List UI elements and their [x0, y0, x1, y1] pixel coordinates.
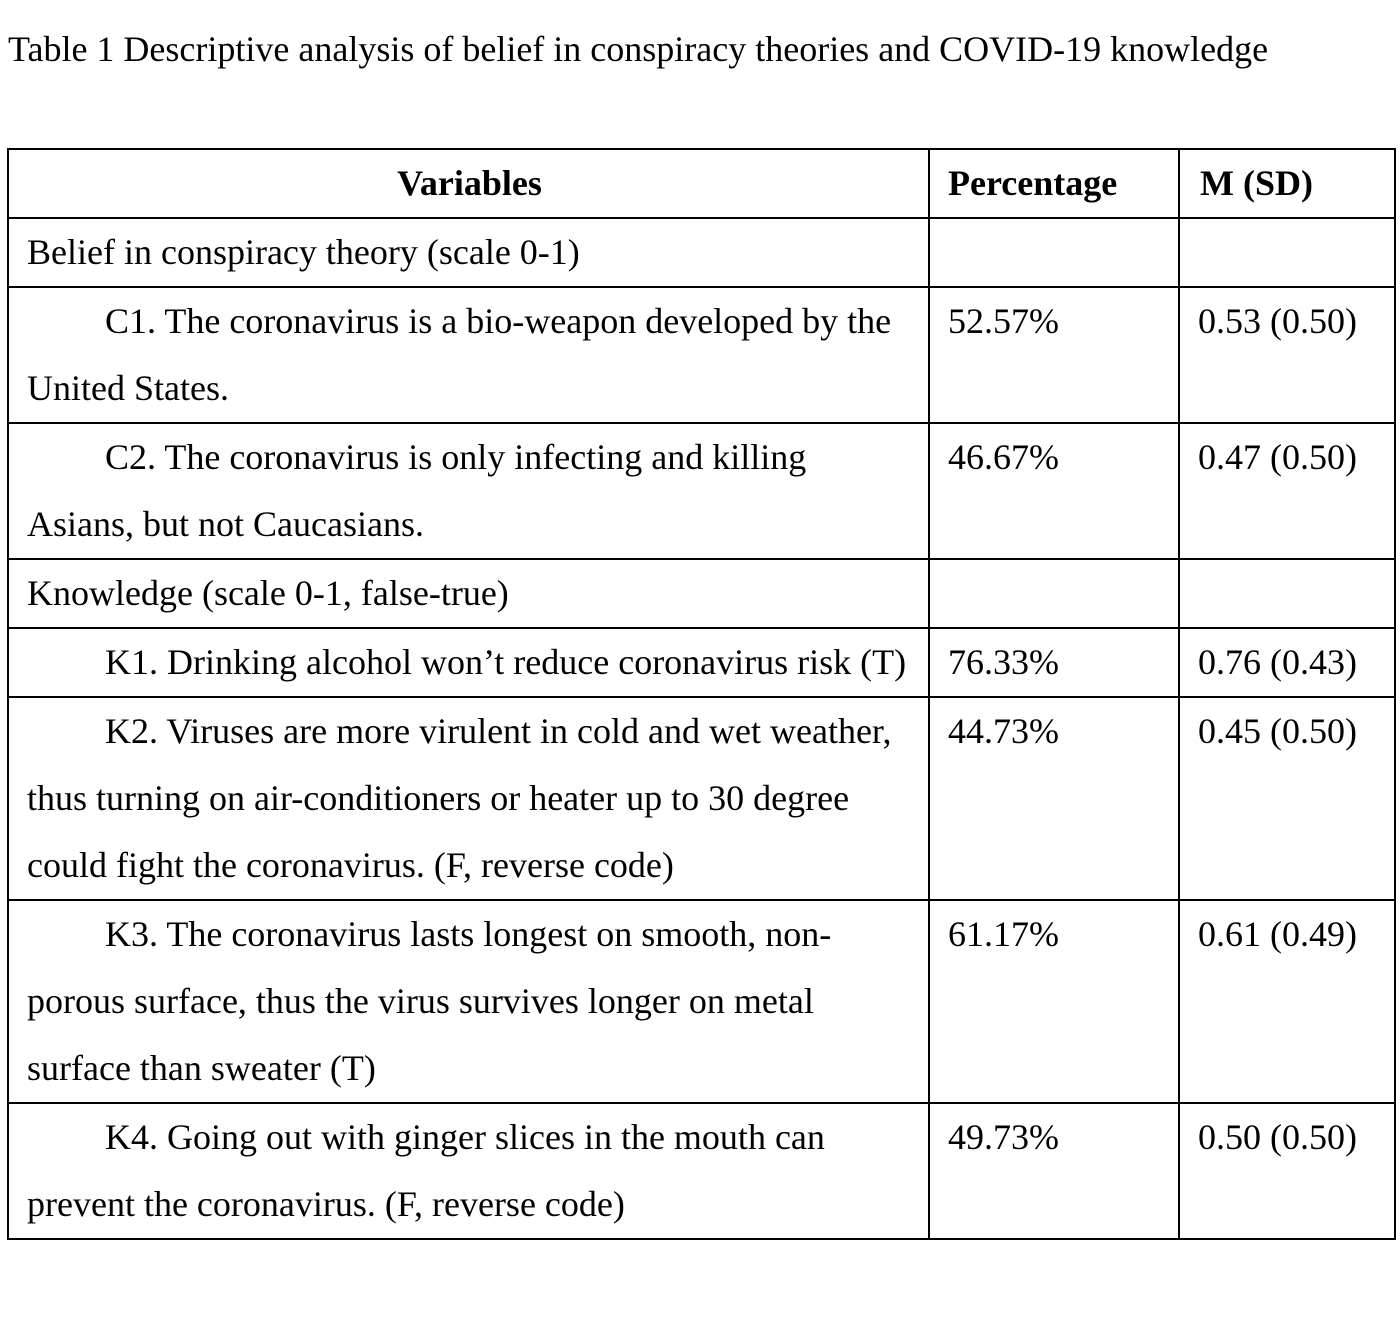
msd-cell: 0.53 (0.50) — [1179, 287, 1395, 423]
msd-cell: 0.76 (0.43) — [1179, 628, 1395, 697]
item-k2: K2. Viruses are more virulent in cold and wet weather, thus turning on air-conditioners or heater up to 30 degree could fight the coronavirus. (F, reverse code) — [8, 697, 929, 900]
percentage-cell: 76.33% — [929, 628, 1179, 697]
msd-cell: 0.61 (0.49) — [1179, 900, 1395, 1103]
section-row — [8, 559, 1395, 628]
item-k1: K1. Drinking alcohol won’t reduce coronavirus risk (T) — [8, 628, 929, 697]
header-percentage: Percentage — [929, 149, 1179, 218]
percentage-cell: 52.57% — [929, 287, 1179, 423]
item-k4: K4. Going out with ginger slices in the mouth can prevent the coronavirus. (F, reverse code) — [8, 1103, 929, 1239]
empty-cell — [929, 559, 1179, 628]
empty-cell — [1179, 559, 1395, 628]
msd-cell: 0.50 (0.50) — [1179, 1103, 1395, 1239]
table-row — [8, 1103, 1395, 1239]
descriptive-table — [7, 148, 1396, 1240]
header-msd: M (SD) — [1179, 149, 1395, 218]
table-row — [8, 900, 1395, 1103]
msd-cell: 0.45 (0.50) — [1179, 697, 1395, 900]
header-row — [8, 149, 1395, 218]
section-label-conspiracy: Belief in conspiracy theory (scale 0-1) — [8, 218, 929, 287]
item-c1: C1. The coronavirus is a bio-weapon developed by the United States. — [8, 287, 929, 423]
table-row — [8, 423, 1395, 559]
percentage-cell: 49.73% — [929, 1103, 1179, 1239]
table-row — [8, 697, 1395, 900]
table-row — [8, 628, 1395, 697]
table-caption: Table 1 Descriptive analysis of belief in conspiracy theories and COVID-19 knowledge — [8, 29, 1269, 69]
empty-cell — [929, 218, 1179, 287]
item-c2: C2. The coronavirus is only infecting and killing Asians, but not Caucasians. — [8, 423, 929, 559]
section-row — [8, 218, 1395, 287]
header-variables: Variables — [8, 149, 929, 218]
section-label-knowledge: Knowledge (scale 0-1, false-true) — [8, 559, 929, 628]
item-k3: K3. The coronavirus lasts longest on smooth, non-porous surface, thus the virus survives longer on metal surface than sweater (T) — [8, 900, 929, 1103]
empty-cell — [1179, 218, 1395, 287]
percentage-cell: 46.67% — [929, 423, 1179, 559]
percentage-cell: 61.17% — [929, 900, 1179, 1103]
table-row — [8, 287, 1395, 423]
percentage-cell: 44.73% — [929, 697, 1179, 900]
msd-cell: 0.47 (0.50) — [1179, 423, 1395, 559]
